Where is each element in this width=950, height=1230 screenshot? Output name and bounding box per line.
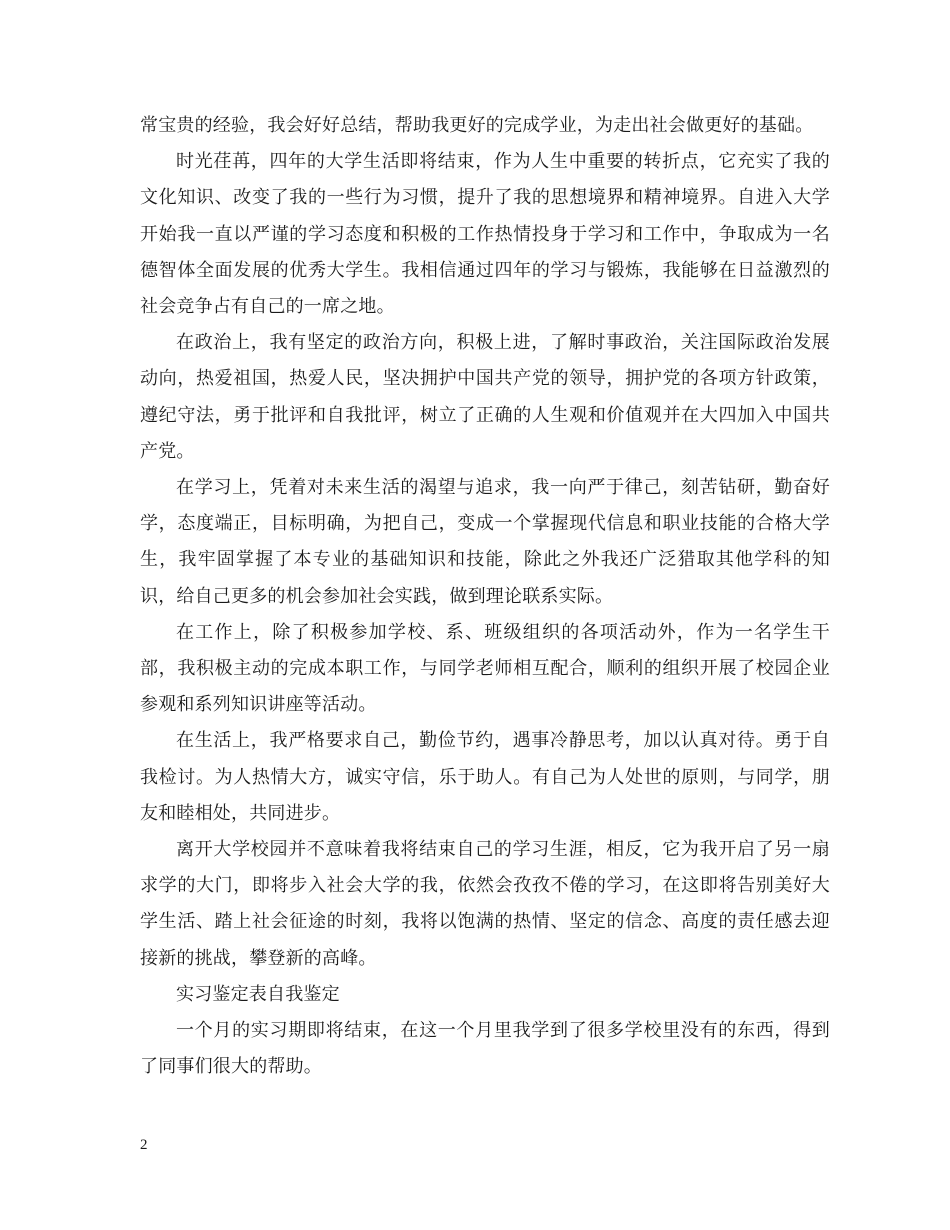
paragraph-reflection: 时光荏苒，四年的大学生活即将结束，作为人生中重要的转折点，它充实了我的文化知识、改变了我的一些行为习惯，提升了我的思想境界和精神境界。自进入大学开始我一直以严谨的学习态度和积极的工作热情投身于学习和工作中，争取成为一名德智体全面发展的优秀大学生。我相信通过四年的学习与锻炼，我能够在日益激烈的社会竞争占有自己的一席之地。 [140,151,830,318]
paragraph-politics: 在政治上，我有坚定的政治方向，积极上进，了解时事政治，关注国际政治发展动向，热爱祖国，热爱人民，坚决拥护中国共产党的领导，拥护党的各项方针政策，遵纪守法，勇于批评和自我批评，树立了正确的人生观和价值观并在大四加入中国共产党。 [140,332,830,462]
paragraph-continuation: 常宝贵的经验，我会好好总结，帮助我更好的完成学业，为走出社会做更好的基础。 [140,115,814,136]
paragraph-work: 在工作上，除了积极参加学校、系、班级组织的各项活动外，作为一名学生干部，我积极主动的完成本职工作，与同学老师相互配合，顺利的组织开展了校园企业参观和系列知识讲座等活动。 [140,621,830,716]
document-body [140,108,830,1085]
section-heading: 实习鉴定表自我鉴定 [176,983,340,1005]
paragraph-life: 在生活上，我严格要求自己，勤俭节约，遇事冷静思考，加以认真对待。勇于自我检讨。为人热情大方，诚实守信，乐于助人。有自己为人处世的原则，与同学，朋友和睦相处，共同进步。 [140,730,830,824]
page-number: 2 [140,1137,148,1153]
paragraph-future: 离开大学校园并不意味着我将结束自己的学习生涯，相反，它为我开启了另一扇求学的大门，即将步入社会大学的我，依然会孜孜不倦的学习，在这即将告别美好大学生活、踏上社会征途的时刻，我将以饱满的热情、坚定的信念、高度的责任感去迎接新的挑战，攀登新的高峰。 [140,839,830,969]
paragraph-internship: 一个月的实习期即将结束，在这一个月里我学到了很多学校里没有的东西，得到了同事们很大的帮助。 [140,1020,830,1078]
paragraph-study: 在学习上，凭着对未来生活的渴望与追求，我一向严于律己，刻苦钻研，勤奋好学，态度端正，目标明确，为把自己，变成一个掌握现代信息和职业技能的合格大学生，我牢固掌握了本专业的基础知识和技能，除此之外我还广泛猎取其他学科的知识，给自己更多的机会参加社会实践，做到理论联系实际。 [140,477,830,607]
